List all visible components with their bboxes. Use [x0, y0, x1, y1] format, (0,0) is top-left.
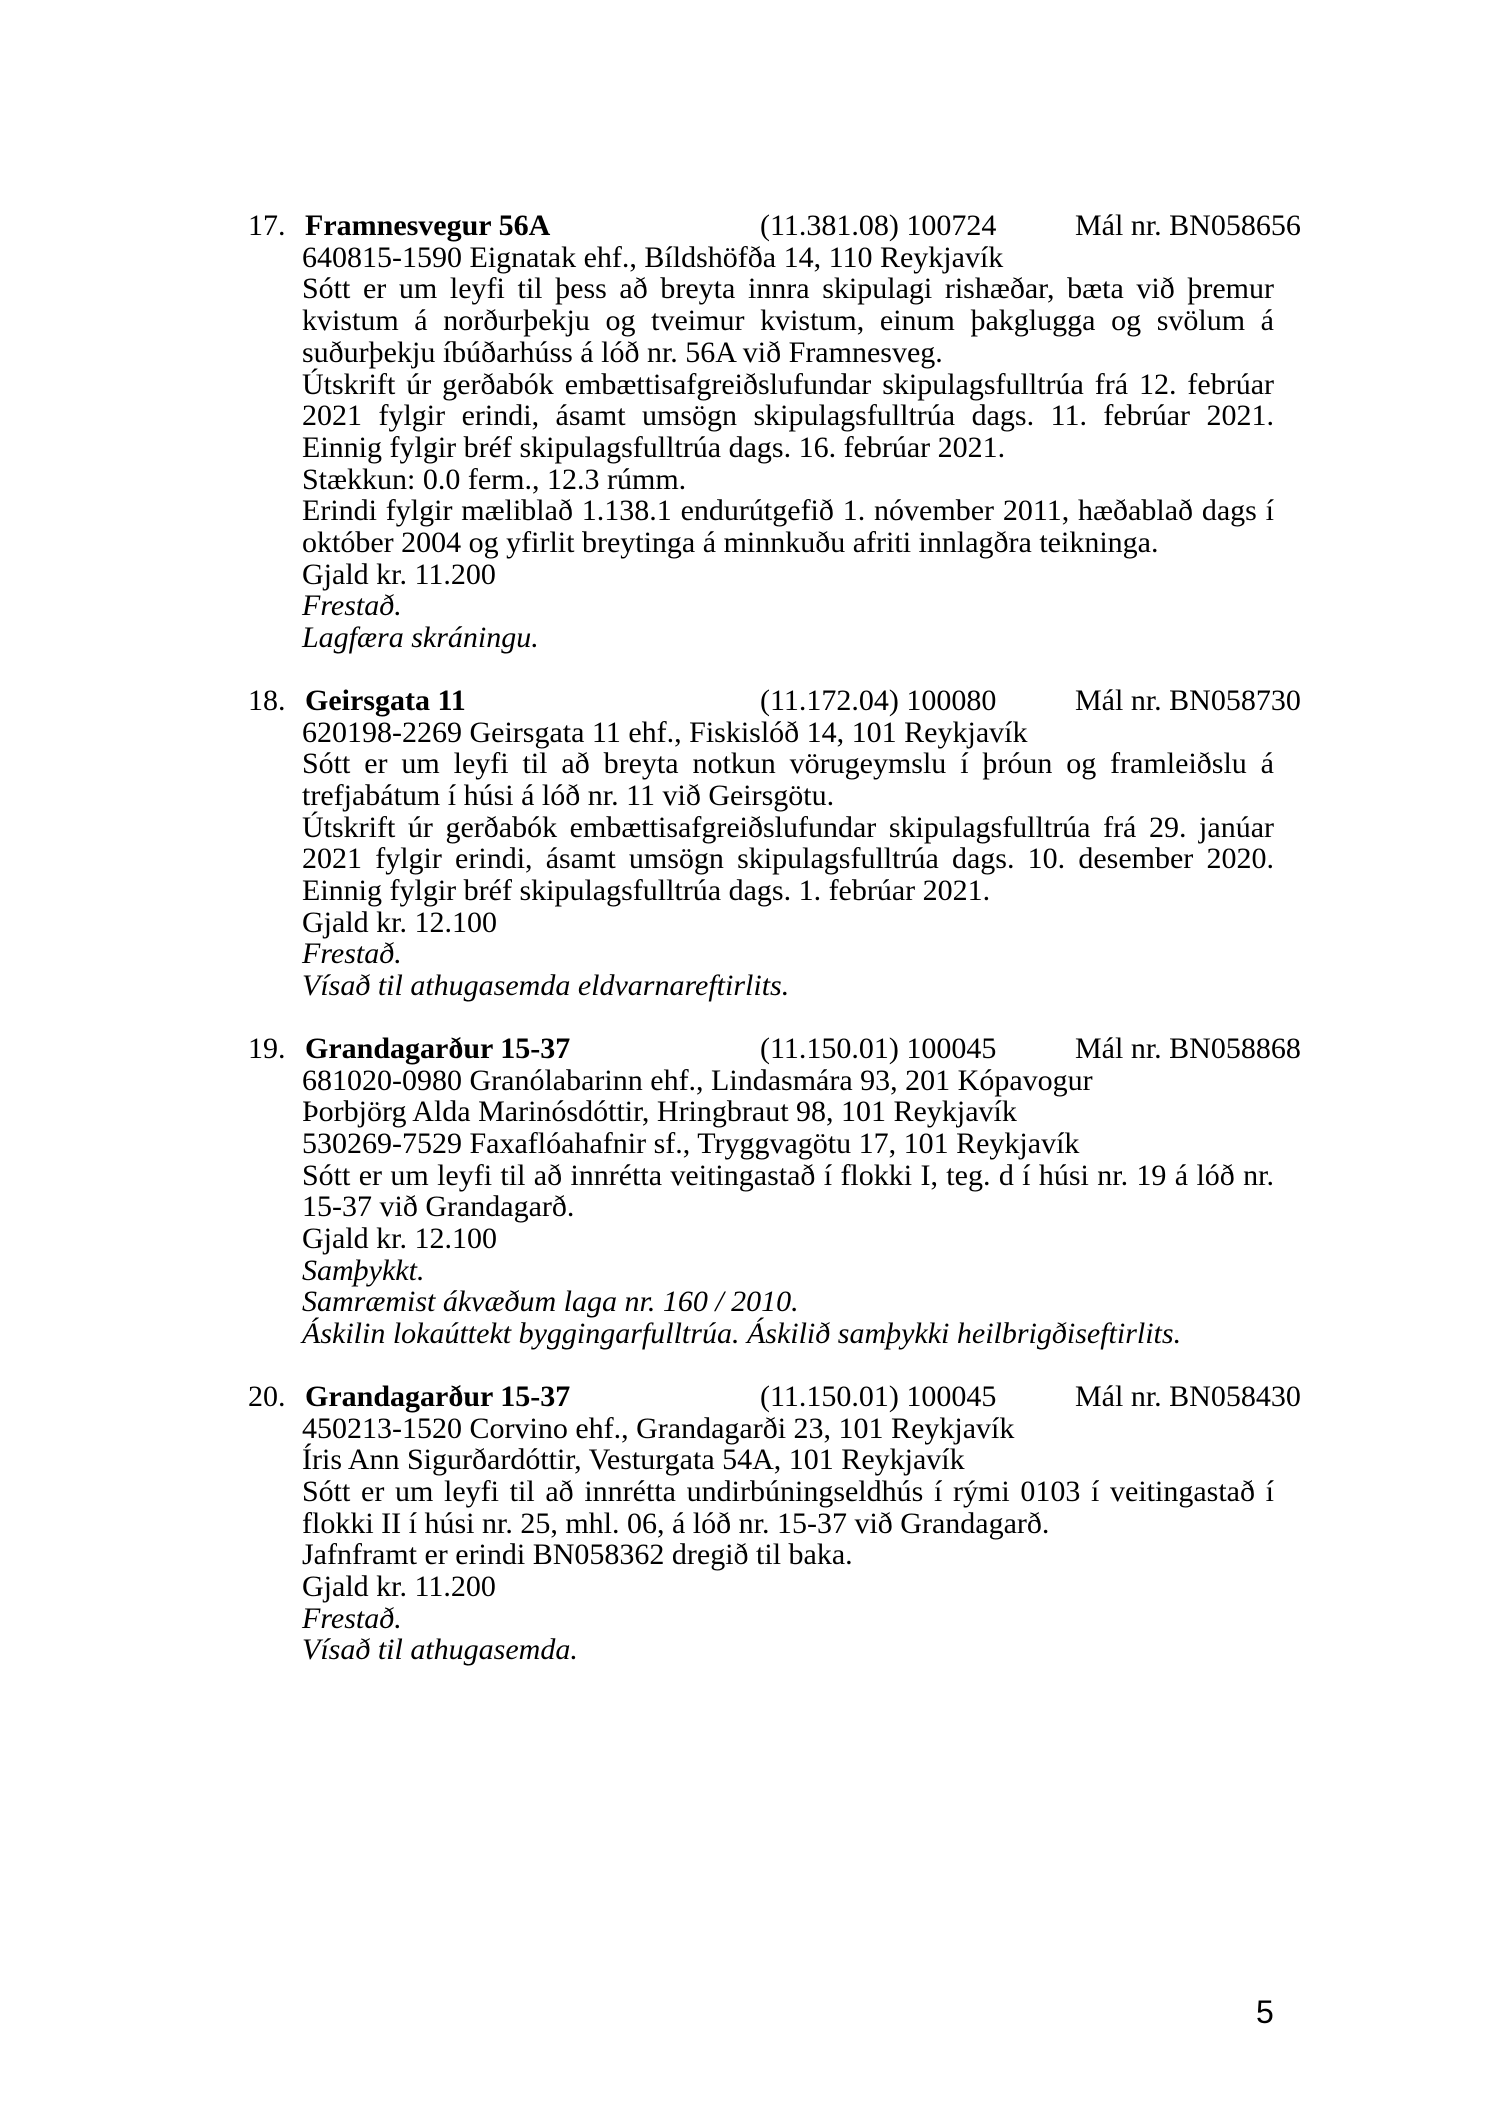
item-plot-code: (11.172.04) 100080 [760, 683, 997, 717]
case-item-header [248, 1031, 1301, 1065]
case-item [248, 209, 1301, 655]
case-item [248, 683, 1301, 1003]
case-items-list [248, 209, 1301, 1697]
item-body [248, 717, 1288, 1002]
item-line: Gjald kr. 12.100 [302, 905, 497, 939]
item-line: Jafnframt er erindi BN058362 dregið til baka. [302, 1538, 853, 1572]
item-line: Frestað. [302, 1601, 402, 1635]
item-line: Vísað til athugasemda eldvarnareftirlits. [302, 969, 790, 1003]
item-line: Erindi fylgir mæliblað 1.138.1 endurútgefið 1. nóvember 2011, hæðablað dags í október 2004 og yfirlit breytinga á minnkuðu afriti innlagðra teikninga. [302, 494, 1274, 560]
item-line: 530269-7529 Faxaflóahafnir sf., Tryggvagötu 17, 101 Reykjavík [302, 1126, 1080, 1160]
item-line: Sótt er um leyfi til að innrétta undirbúningseldhús í rými 0103 í veitingastað í flokki II í húsi nr. 25, mhl. 06, á lóð nr. 15-37 við Grandagarð. [302, 1474, 1274, 1540]
item-line: Áskilin lokaúttekt byggingarfulltrúa. Áskilið samþykki heilbrigðiseftirlits. [302, 1317, 1182, 1351]
item-line: Þorbjörg Alda Marinósdóttir, Hringbraut 98, 101 Reykjavík [302, 1095, 1017, 1129]
page-number: 5 [1256, 1994, 1274, 2030]
item-line: Vísað til athugasemda. [302, 1633, 578, 1667]
item-line: Gjald kr. 12.100 [302, 1222, 497, 1256]
item-line: 681020-0980 Granólabarinn ehf., Lindasmára 93, 201 Kópavogur [302, 1063, 1093, 1097]
item-body [248, 1413, 1288, 1667]
item-line: 620198-2269 Geirsgata 11 ehf., Fiskislóð 14, 101 Reykjavík [302, 715, 1028, 749]
item-line: Frestað. [302, 589, 402, 623]
item-line: 640815-1590 Eignatak ehf., Bíldshöfða 14, 110 Reykjavík [302, 240, 1004, 274]
item-plot-code: (11.150.01) 100045 [760, 1031, 997, 1065]
item-body [248, 242, 1288, 654]
case-item-header [248, 1379, 1301, 1413]
item-line: Sótt er um leyfi til að breyta notkun vörugeymslu í þróun og framleiðslu á trefjabátum í húsi á lóð nr. 11 við Geirsgötu. [302, 747, 1274, 812]
item-line: Samþykkt. [302, 1253, 425, 1287]
item-line: Sótt er um leyfi til að innrétta veitingastað í flokki I, teg. d í húsi nr. 19 á lóð nr. 15-37 við Grandagarð. [302, 1158, 1274, 1224]
item-line: Lagfæra skráningu. [302, 621, 539, 655]
item-line: Samræmist ákvæðum laga nr. 160 / 2010. [302, 1285, 799, 1319]
item-line: Stækkun: 0.0 ferm., 12.3 rúmm. [302, 462, 687, 496]
item-line: Útskrift úr gerðabók embættisafgreiðslufundar skipulagsfulltrúa frá 29. janúar 2021 fylgir erindi, ásamt umsögn skipulagsfulltrúa dags. 10. desember 2020. Einnig fylgir bréf skipulagsfulltrúa dags. 1. febrúar 2021. [302, 810, 1274, 908]
item-line: Gjald kr. 11.200 [302, 1570, 496, 1604]
item-address: Grandagarður 15-37 [305, 1379, 571, 1413]
item-case-number: Mál nr. BN058430 [1075, 1379, 1301, 1413]
item-line: Sótt er um leyfi til þess að breyta innra skipulagi rishæðar, bæta við þremur kvistum á norðurþekju og tveimur kvistum, einum þakglugga og svölum á suðurþekju íbúðarhúss á lóð nr. 56A við Framnesveg. [302, 272, 1274, 369]
item-body [248, 1065, 1288, 1350]
item-line: 450213-1520 Corvino ehf., Grandagarði 23, 101 Reykjavík [302, 1411, 1015, 1445]
item-address: Grandagarður 15-37 [305, 1031, 571, 1065]
item-number: 17. [248, 209, 286, 242]
item-line: Útskrift úr gerðabók embættisafgreiðslufundar skipulagsfulltrúa frá 12. febrúar 2021 fylgir erindi, ásamt umsögn skipulagsfulltrúa dags. 11. febrúar 2021. Einnig fylgir bréf skipulagsfulltrúa dags. 16. febrúar 2021. [302, 367, 1274, 464]
item-case-number: Mál nr. BN058656 [1075, 209, 1301, 242]
item-address: Geirsgata 11 [305, 683, 466, 717]
case-item-header [248, 683, 1301, 717]
item-line: Gjald kr. 11.200 [302, 557, 496, 591]
item-number: 20. [248, 1379, 286, 1413]
item-line: Íris Ann Sigurðardóttir, Vesturgata 54A, 101 Reykjavík [302, 1443, 965, 1477]
item-case-number: Mál nr. BN058730 [1075, 683, 1301, 717]
item-plot-code: (11.381.08) 100724 [760, 209, 997, 242]
case-item [248, 1379, 1301, 1667]
item-line: Frestað. [302, 937, 402, 971]
case-item [248, 1031, 1301, 1351]
item-case-number: Mál nr. BN058868 [1075, 1031, 1301, 1065]
item-address: Framnesvegur 56A [305, 209, 551, 242]
item-number: 18. [248, 683, 286, 717]
item-plot-code: (11.150.01) 100045 [760, 1379, 997, 1413]
case-item-header [248, 209, 1301, 242]
item-number: 19. [248, 1031, 286, 1065]
